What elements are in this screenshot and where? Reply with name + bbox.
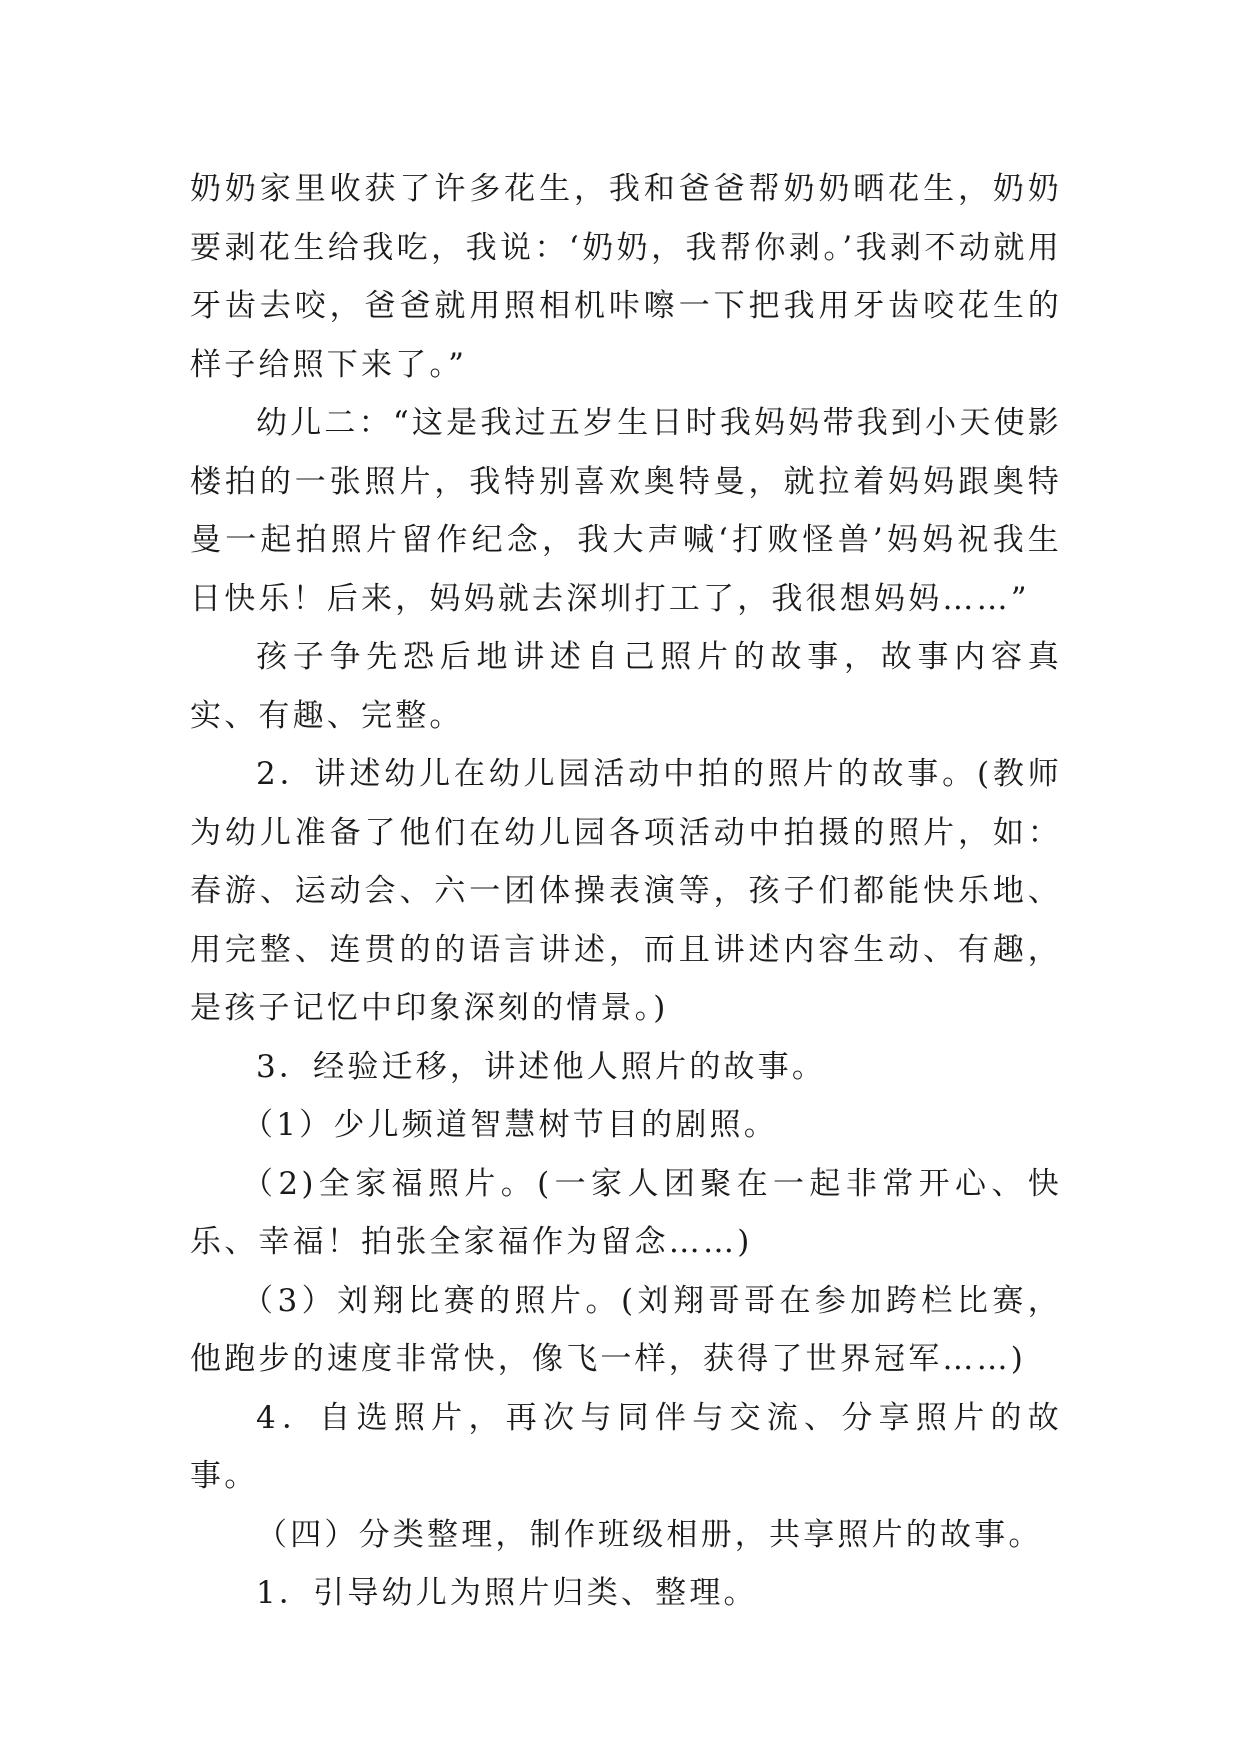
paragraph-child-two: 幼儿二：“这是我过五岁生日时我妈妈带我到小天使影楼拍的一张照片，我特别喜欢奥特曼，就拉着妈妈跟奥特曼一起拍照片留作纪念，我大声喊‘打败怪兽’妈妈祝我生日快乐！后来，妈妈就去深圳打工了，我很想妈妈……” [190,405,1062,617]
body-text [190,160,1062,1623]
section-heading-four: （四）分类整理，制作班级相册，共享照片的故事。 [256,1516,1043,1553]
paragraph-subitem-1: （1）少儿频道智慧树节目的剧照。 [242,1107,778,1143]
paragraph-item-1: 1．引导幼儿为照片归类、整理。 [256,1575,758,1611]
paragraph-item-4: 4．自选照片，再次与同伴与交流、分享照片的故事。 [190,1399,1062,1494]
paragraph-subitem-3: （3）刘翔比赛的照片。(刘翔哥哥在参加跨栏比赛，他跑步的速度非常快，像飞一样，获得了世界冠军……) [190,1282,1062,1377]
paragraph-continued-story: 奶奶家里收获了许多花生，我和爸爸帮奶奶晒花生，奶奶要剥花生给我吃，我说：‘奶奶，我帮你剥。’我剥不动就用牙齿去咬，爸爸就用照相机咔嚓一下把我用牙齿咬花生的样子给照下来了。” [190,171,1062,383]
paragraph-item-3: 3．经验迁移，讲述他人照片的故事。 [256,1048,827,1085]
paragraph-subitem-2: （2)全家福照片。(一家人团聚在一起非常开心、快乐、幸福！拍张全家福作为留念……) [190,1165,1062,1260]
paragraph-item-2: 2．讲述幼儿在幼儿园活动中拍的照片的故事。(教师为幼儿准备了他们在幼儿园各项活动中拍摄的照片，如：春游、运动会、六一团体操表演等，孩子们都能快乐地、用完整、连贯的的语言讲述，而且讲述内容生动、有趣，是孩子记忆中印象深刻的情景。) [190,756,1062,1026]
paragraph-summary: 孩子争先恐后地讲述自己照片的故事，故事内容真实、有趣、完整。 [190,639,1062,734]
